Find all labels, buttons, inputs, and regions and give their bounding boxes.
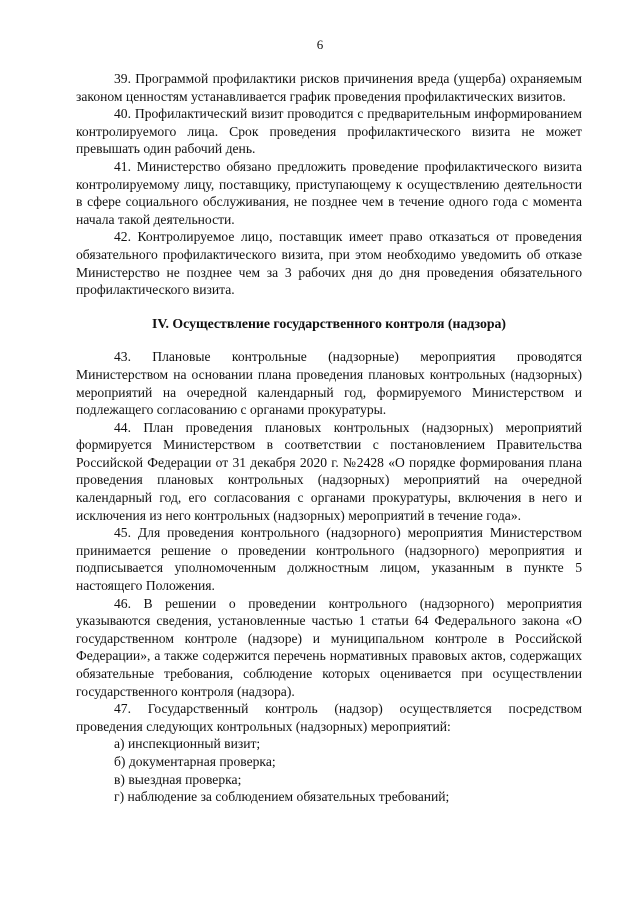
paragraph-40: 40. Профилактический визит проводится с предварительным информированием контролируемого лица. Срок проведения профилактического визита не может превышать один рабочий день. <box>76 106 582 157</box>
section-heading: IV. Осуществление государственного контроля (надзора) <box>151 315 507 331</box>
list-item-b: б) документарная проверка; <box>114 753 276 769</box>
paragraph-42: 42. Контролируемое лицо, поставщик имеет право отказаться от проведения обязательного профилактического визита, при этом необходимо уведомить об отказе Министерство не позднее чем за 3 рабочих дня до дня проведения обязательного профилактического визита. <box>76 229 582 298</box>
paragraph-44: 44. План проведения плановых контрольных (надзорных) мероприятий формируется Министерством в соответствии с постановлением Правительства Российской Федерации от 31 декабря 2020 г. №2428 «О порядке формирования плана проведения плановых контрольных (надзорных) мероприятий на очередной календарный год, его согласования с органами прокуратуры, включения в него и исключения из него контрольных (надзорных) мероприятий в течение года». <box>76 419 582 523</box>
paragraph-47: 47. Государственный контроль (надзор) осуществляется посредством проведения следующих контрольных (надзорных) мероприятий: <box>76 701 582 734</box>
paragraph-45: 45. Для проведения контрольного (надзорного) мероприятия Министерством принимается решение о проведении контрольного (надзорного) мероприятия и подписывается уполномоченным должностным лицом, указанным в пункте 5 настоящего Положения. <box>76 525 582 594</box>
list-item-a: а) инспекционный визит; <box>114 736 261 752</box>
list-item-c: в) выездная проверка; <box>114 771 242 787</box>
page-number: 6 <box>316 37 324 52</box>
paragraph-39: 39. Программой профилактики рисков причинения вреда (ущерба) охраняемым законом ценностям устанавливается график проведения профилактических визитов. <box>76 71 582 104</box>
list-item-d: г) наблюдение за соблюдением обязательных требований; <box>114 789 450 805</box>
paragraph-46: 46. В решении о проведении контрольного (надзорного) мероприятия указываются сведения, установленные частью 1 статьи 64 Федерального закона «О государственном контроле (надзоре) и муниципальном контроле в Российской Федерации», а также содержится перечень нормативных правовых актов, содержащих обязательные требования, соблюдение которых оценивается при осуществлении государственного контроля (надзора). <box>76 595 582 699</box>
document-body <box>76 70 582 806</box>
paragraph-43: 43. Плановые контрольные (надзорные) мероприятия проводятся Министерством на основании плана проведения плановых контрольных (надзорных) мероприятий на очередной календарный год, формируемого Министерством и подлежащего согласованию с органами прокуратуры. <box>76 349 582 418</box>
paragraph-41: 41. Министерство обязано предложить проведение профилактического визита контролируемому лицу, поставщику, приступающему к осуществлению деятельности в сфере социального обслуживания, не позднее чем в течение одного года с момента начала такой деятельности. <box>76 158 582 227</box>
